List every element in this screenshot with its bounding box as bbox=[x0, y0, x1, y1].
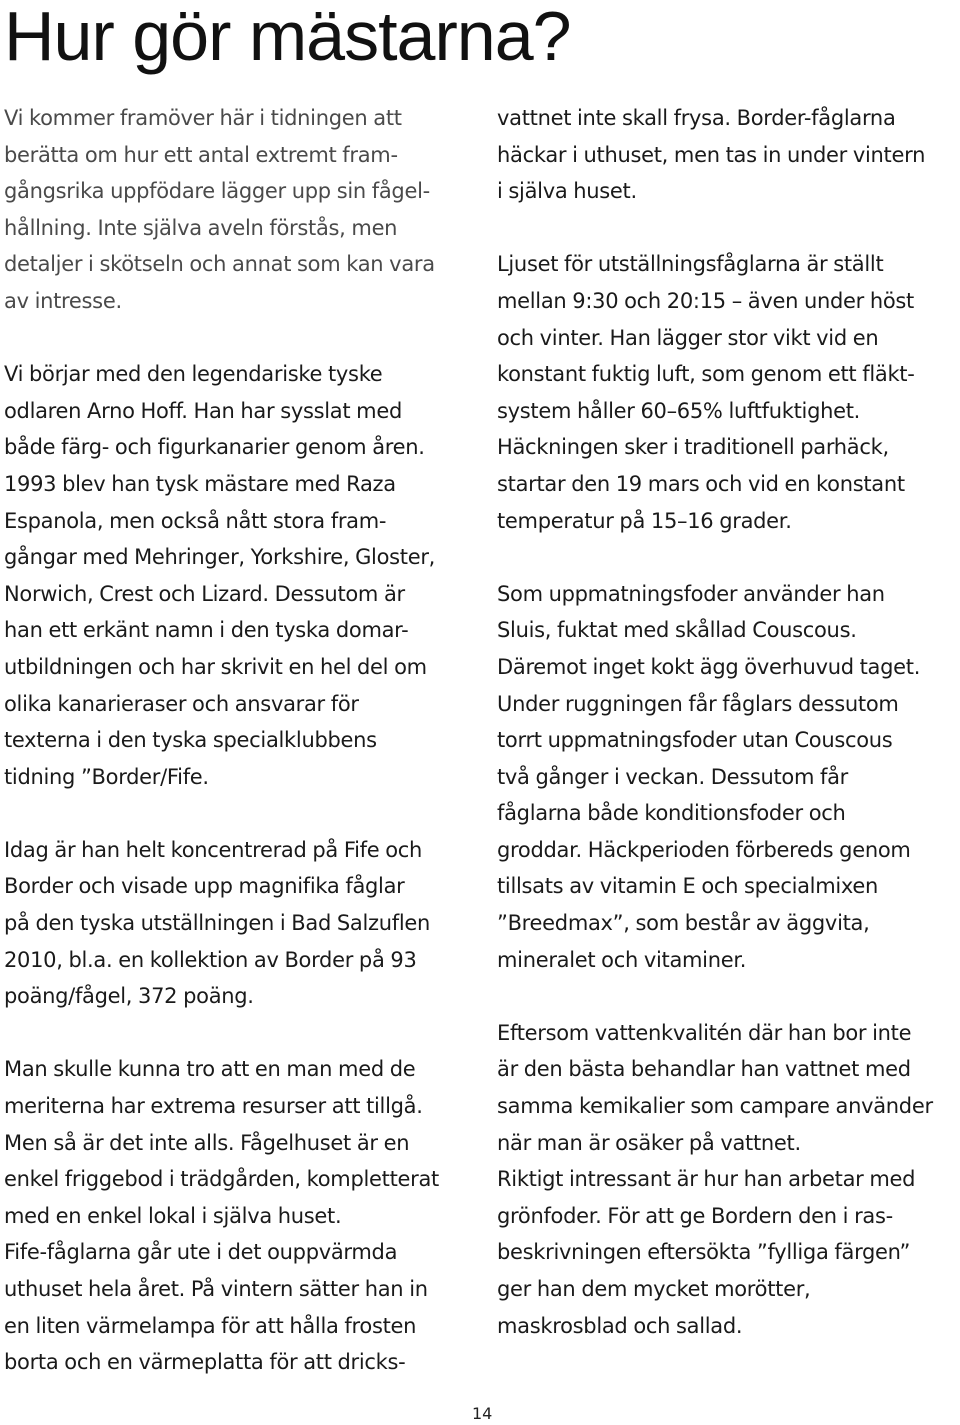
body-paragraph: Man skulle kunna tro att en man med de meriterna har extrema resurser att tillgå. Men så är det inte alls. Fågelhuset är en enkel friggebod i trädgården, kompletterat med en enkel lokal i själva huset. Fife-fåglarna går ute i det ouppvärmda uthuset hela året. På vintern sätter han in en liten värmelampa för att hålla frosten borta och en värmeplatta för att dricks- bbox=[4, 1057, 439, 1375]
body-paragraph: Eftersom vattenkvalitén där han bor inte är den bästa behandlar han vattnet med samma kemikalier som campare använder när man är osäker på vattnet. Riktigt intressant är hur han arbetar med grönfoder. För att ge Bordern den i ras- beskrivningen eftersökta ”fylliga färgen” ger han dem mycket morötter, maskrosblad och sallad. bbox=[497, 1020, 933, 1338]
right-column bbox=[497, 100, 957, 1344]
left-column bbox=[4, 100, 474, 1381]
body-paragraph: Ljuset för utställningsfåglarna är ställt mellan 9:30 och 20:15 – även under höst och vinter. Han lägger stor vikt vid en konstant fuktig luft, som genom ett fläkt- system håller 60–65% luftfuktighet. Häckningen sker i traditionell parhäck, startar den 19 mars och vid en konstant temperatur på 15–16 grader. bbox=[497, 252, 915, 533]
intro-paragraph: Vi kommer framöver här i tidningen att berätta om hur ett antal extremt fram- gångsrika uppfödare lägger upp sin fågel- hållning. Inte själva aveln förstås, men detaljer i skötseln och annat som kan vara av intresse. bbox=[4, 106, 435, 313]
body-paragraph: vattnet inte skall frysa. Border-fåglarna häckar i uthuset, men tas in under vintern i själva huset. bbox=[497, 106, 926, 204]
page-number: 14 bbox=[472, 1404, 493, 1423]
article-title: Hur gör mästarna? bbox=[4, 0, 571, 75]
body-paragraph: Vi börjar med den legendariske tyske odlaren Arno Hoff. Han har sysslat med både färg- och figurkanarier genom åren. 1993 blev han tysk mästare med Raza Espanola, men också nått stora fram- gångar med Mehringer, Yorkshire, Gloster, Norwich, Crest och Lizard. Dessutom är han ett erkänt namn i den tyska domar- utbildningen och har skrivit en hel del om olika kanarieraser och ansvarar för texterna i den tyska specialklubbens tidning ”Border/Fife. bbox=[4, 362, 436, 789]
body-paragraph: Som uppmatningsfoder använder han Sluis, fuktat med skållad Couscous. Däremot inget kokt ägg överhuvud taget. Under ruggningen får fåglars dessutom torrt uppmatningsfoder utan Couscous två gånger i veckan. Dessutom får fåglarna både konditionsfoder och groddar. Häckperioden förbereds genom tillsats av vitamin E och specialmixen ”Breedmax”, som består av äggvita, mineralet och vitaminer. bbox=[497, 581, 921, 972]
body-paragraph: Idag är han helt koncentrerad på Fife och Border och visade upp magnifika fåglar på den tyska utställningen i Bad Salzuflen 2010, bl.a. en kollektion av Border på 93 poäng/fågel, 372 poäng. bbox=[4, 837, 431, 1009]
